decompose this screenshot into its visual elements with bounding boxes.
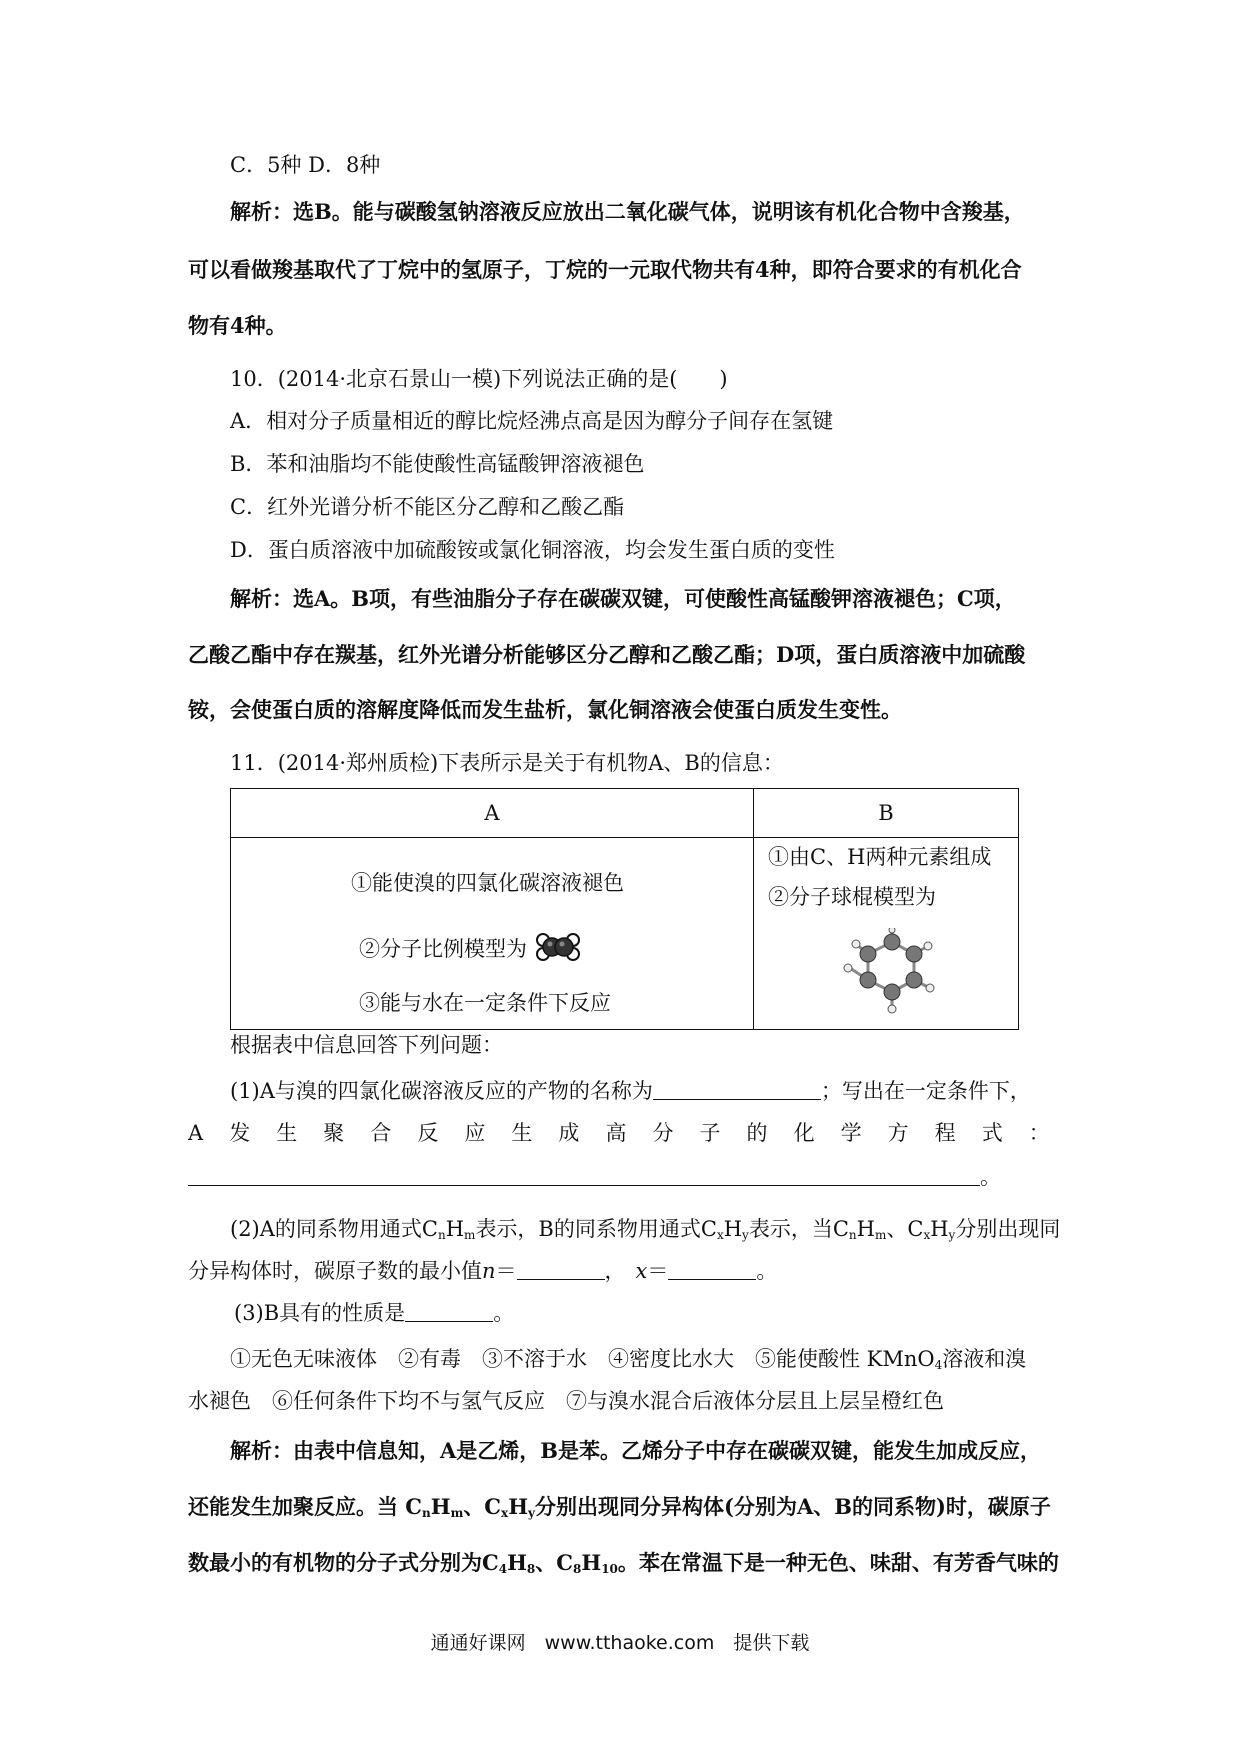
page-footer: 通通好课网 www.tthaoke.com 提供下载 bbox=[430, 1632, 810, 1654]
a-item-1: ①能使溴的四氯化碳溶液褪色 bbox=[351, 871, 624, 895]
a-item-3: ③能与水在一定条件下反应 bbox=[359, 991, 611, 1015]
q10-analysis-line-3: 铵，会使蛋白质的溶解度降低而发生盐析，氯化铜溶液会使蛋白质发生变性。 bbox=[188, 697, 902, 722]
q10-option-a: A．相对分子质量相近的醇比烷烃沸点高是因为醇分子间存在氢键 bbox=[230, 409, 834, 433]
answer-blank-n[interactable] bbox=[517, 1259, 605, 1280]
spread-char: 合 bbox=[370, 1121, 392, 1145]
b-item-1: ①由C、H两种元素组成 bbox=[768, 845, 992, 869]
table-header-a: A bbox=[231, 789, 754, 838]
q9-options-cd: C．5种 D．8种 bbox=[230, 153, 381, 177]
spread-char: 聚 bbox=[323, 1121, 345, 1145]
q11-part3-line1: (3)B具有的性质是 。 bbox=[234, 1301, 515, 1325]
spread-char: 生 bbox=[511, 1121, 533, 1145]
info-table bbox=[230, 788, 1019, 1030]
spread-char: 学 bbox=[840, 1121, 862, 1145]
table-cell-b bbox=[754, 838, 1019, 1030]
q9-analysis-line-2: 可以看做羧基取代了丁烷中的氢原子，丁烷的一元取代物共有4种，即符合要求的有机化合 bbox=[188, 257, 1022, 282]
benzene-ball-and-stick-model-icon bbox=[834, 928, 944, 1018]
answer-blank-x[interactable] bbox=[668, 1259, 756, 1280]
answer-blank-properties[interactable] bbox=[405, 1301, 493, 1322]
spread-char: ： bbox=[1028, 1121, 1050, 1145]
spread-char: 成 bbox=[558, 1121, 580, 1145]
spread-char: 应 bbox=[464, 1121, 486, 1145]
q11-stem: 11．(2014·郑州质检)下表所示是关于有机物A、B的信息： bbox=[230, 751, 784, 775]
answer-blank-polymerization-equation[interactable] bbox=[188, 1165, 980, 1186]
q10-option-b: B．苯和油脂均不能使酸性高锰酸钾溶液褪色 bbox=[230, 452, 645, 476]
q11-analysis-line-2: 还能发生加聚反应。当 $C_nH_m$、$C_xH_y$分别出现同分异构体(分别为A、B的同系物)时，碳原子 bbox=[188, 1494, 1051, 1520]
spread-char: 高 bbox=[605, 1121, 627, 1145]
table-header-b: B bbox=[754, 789, 1019, 838]
q10-stem: 10．(2014·北京石景山一模)下列说法正确的是( ) bbox=[230, 367, 728, 391]
q11-part3-options-2: 水褪色 ⑥任何条件下均不与氢气反应 ⑦与溴水混合后液体分层且上层呈橙红色 bbox=[188, 1389, 944, 1413]
q11-analysis-line-1: 解析：由表中信息知，A是乙烯，B是苯。乙烯分子中存在碳碳双键，能发生加成反应， bbox=[230, 1438, 1042, 1463]
a-item-2-row bbox=[359, 930, 582, 964]
spread-char: 的 bbox=[746, 1121, 768, 1145]
spread-char: A bbox=[188, 1121, 204, 1145]
q11-analysis-line-3: 数最小的有机物的分子式分别为$C_4H_8$、$C_8H_{10}$。苯在常温下是一种无色、味甜、有芳香气味的 bbox=[188, 1550, 1059, 1576]
q9-analysis-line-3: 物有4种。 bbox=[188, 313, 287, 338]
q10-analysis-line-1: 解析：选A。B项，有些油脂分子存在碳碳双键，可使酸性高锰酸钾溶液褪色；C项， bbox=[230, 586, 1016, 611]
q10-option-d: D．蛋白质溶液中加硫酸铵或氯化铜溶液，均会发生蛋白质的变性 bbox=[230, 538, 835, 562]
spread-char: 方 bbox=[887, 1121, 909, 1145]
spread-char: 发 bbox=[229, 1121, 251, 1145]
b-item-2: ②分子球棍模型为 bbox=[768, 885, 936, 909]
spread-char: 分 bbox=[652, 1121, 674, 1145]
spread-char: 化 bbox=[793, 1121, 815, 1145]
q9-analysis-line-1: 解析：选B。能与碳酸氢钠溶液反应放出二氧化碳气体，说明该有机化合物中含羧基， bbox=[230, 199, 1025, 224]
spread-char: 子 bbox=[699, 1121, 721, 1145]
a-item-2: ②分子比例模型为 bbox=[359, 937, 527, 961]
spread-char: 生 bbox=[276, 1121, 298, 1145]
spread-char: 程 bbox=[934, 1121, 956, 1145]
spread-char: 反 bbox=[417, 1121, 439, 1145]
q11-part3-options-1: ①无色无味液体 ②有毒 ③不溶于水 ④密度比水大 ⑤能使酸性 KMnO$_4$溶液和溴 bbox=[230, 1347, 1027, 1372]
q11-part1-line2 bbox=[188, 1118, 1050, 1148]
q11-part2-line1: (2)A的同系物用通式$C_nH_m$表示，B的同系物用通式$C_xH_y$表示，当$C_nH_m$、$C_xH_y$分别出现同 bbox=[230, 1217, 1061, 1242]
q11-part1-line3: 。 bbox=[188, 1162, 1001, 1192]
q11-prompt: 根据表中信息回答下列问题： bbox=[230, 1033, 503, 1057]
answer-blank-product-name[interactable] bbox=[653, 1079, 821, 1100]
q11-part2-line2: 分异构体时，碳原子数的最小值n＝ ， x＝ 。 bbox=[188, 1259, 778, 1283]
ethylene-space-filling-model-icon bbox=[534, 930, 582, 964]
table-cell-a bbox=[231, 838, 754, 1030]
q10-analysis-line-2: 乙酸乙酯中存在羰基，红外光谱分析能够区分乙醇和乙酸乙酯；D项，蛋白质溶液中加硫酸 bbox=[188, 642, 1026, 667]
q11-part1-line1: (1)A与溴的四氯化碳溶液反应的产物的名称为 ；写出在一定条件下， bbox=[230, 1079, 1031, 1103]
q10-option-c: C．红外光谱分析不能区分乙醇和乙酸乙酯 bbox=[230, 495, 625, 519]
spread-char: 式 bbox=[981, 1121, 1003, 1145]
